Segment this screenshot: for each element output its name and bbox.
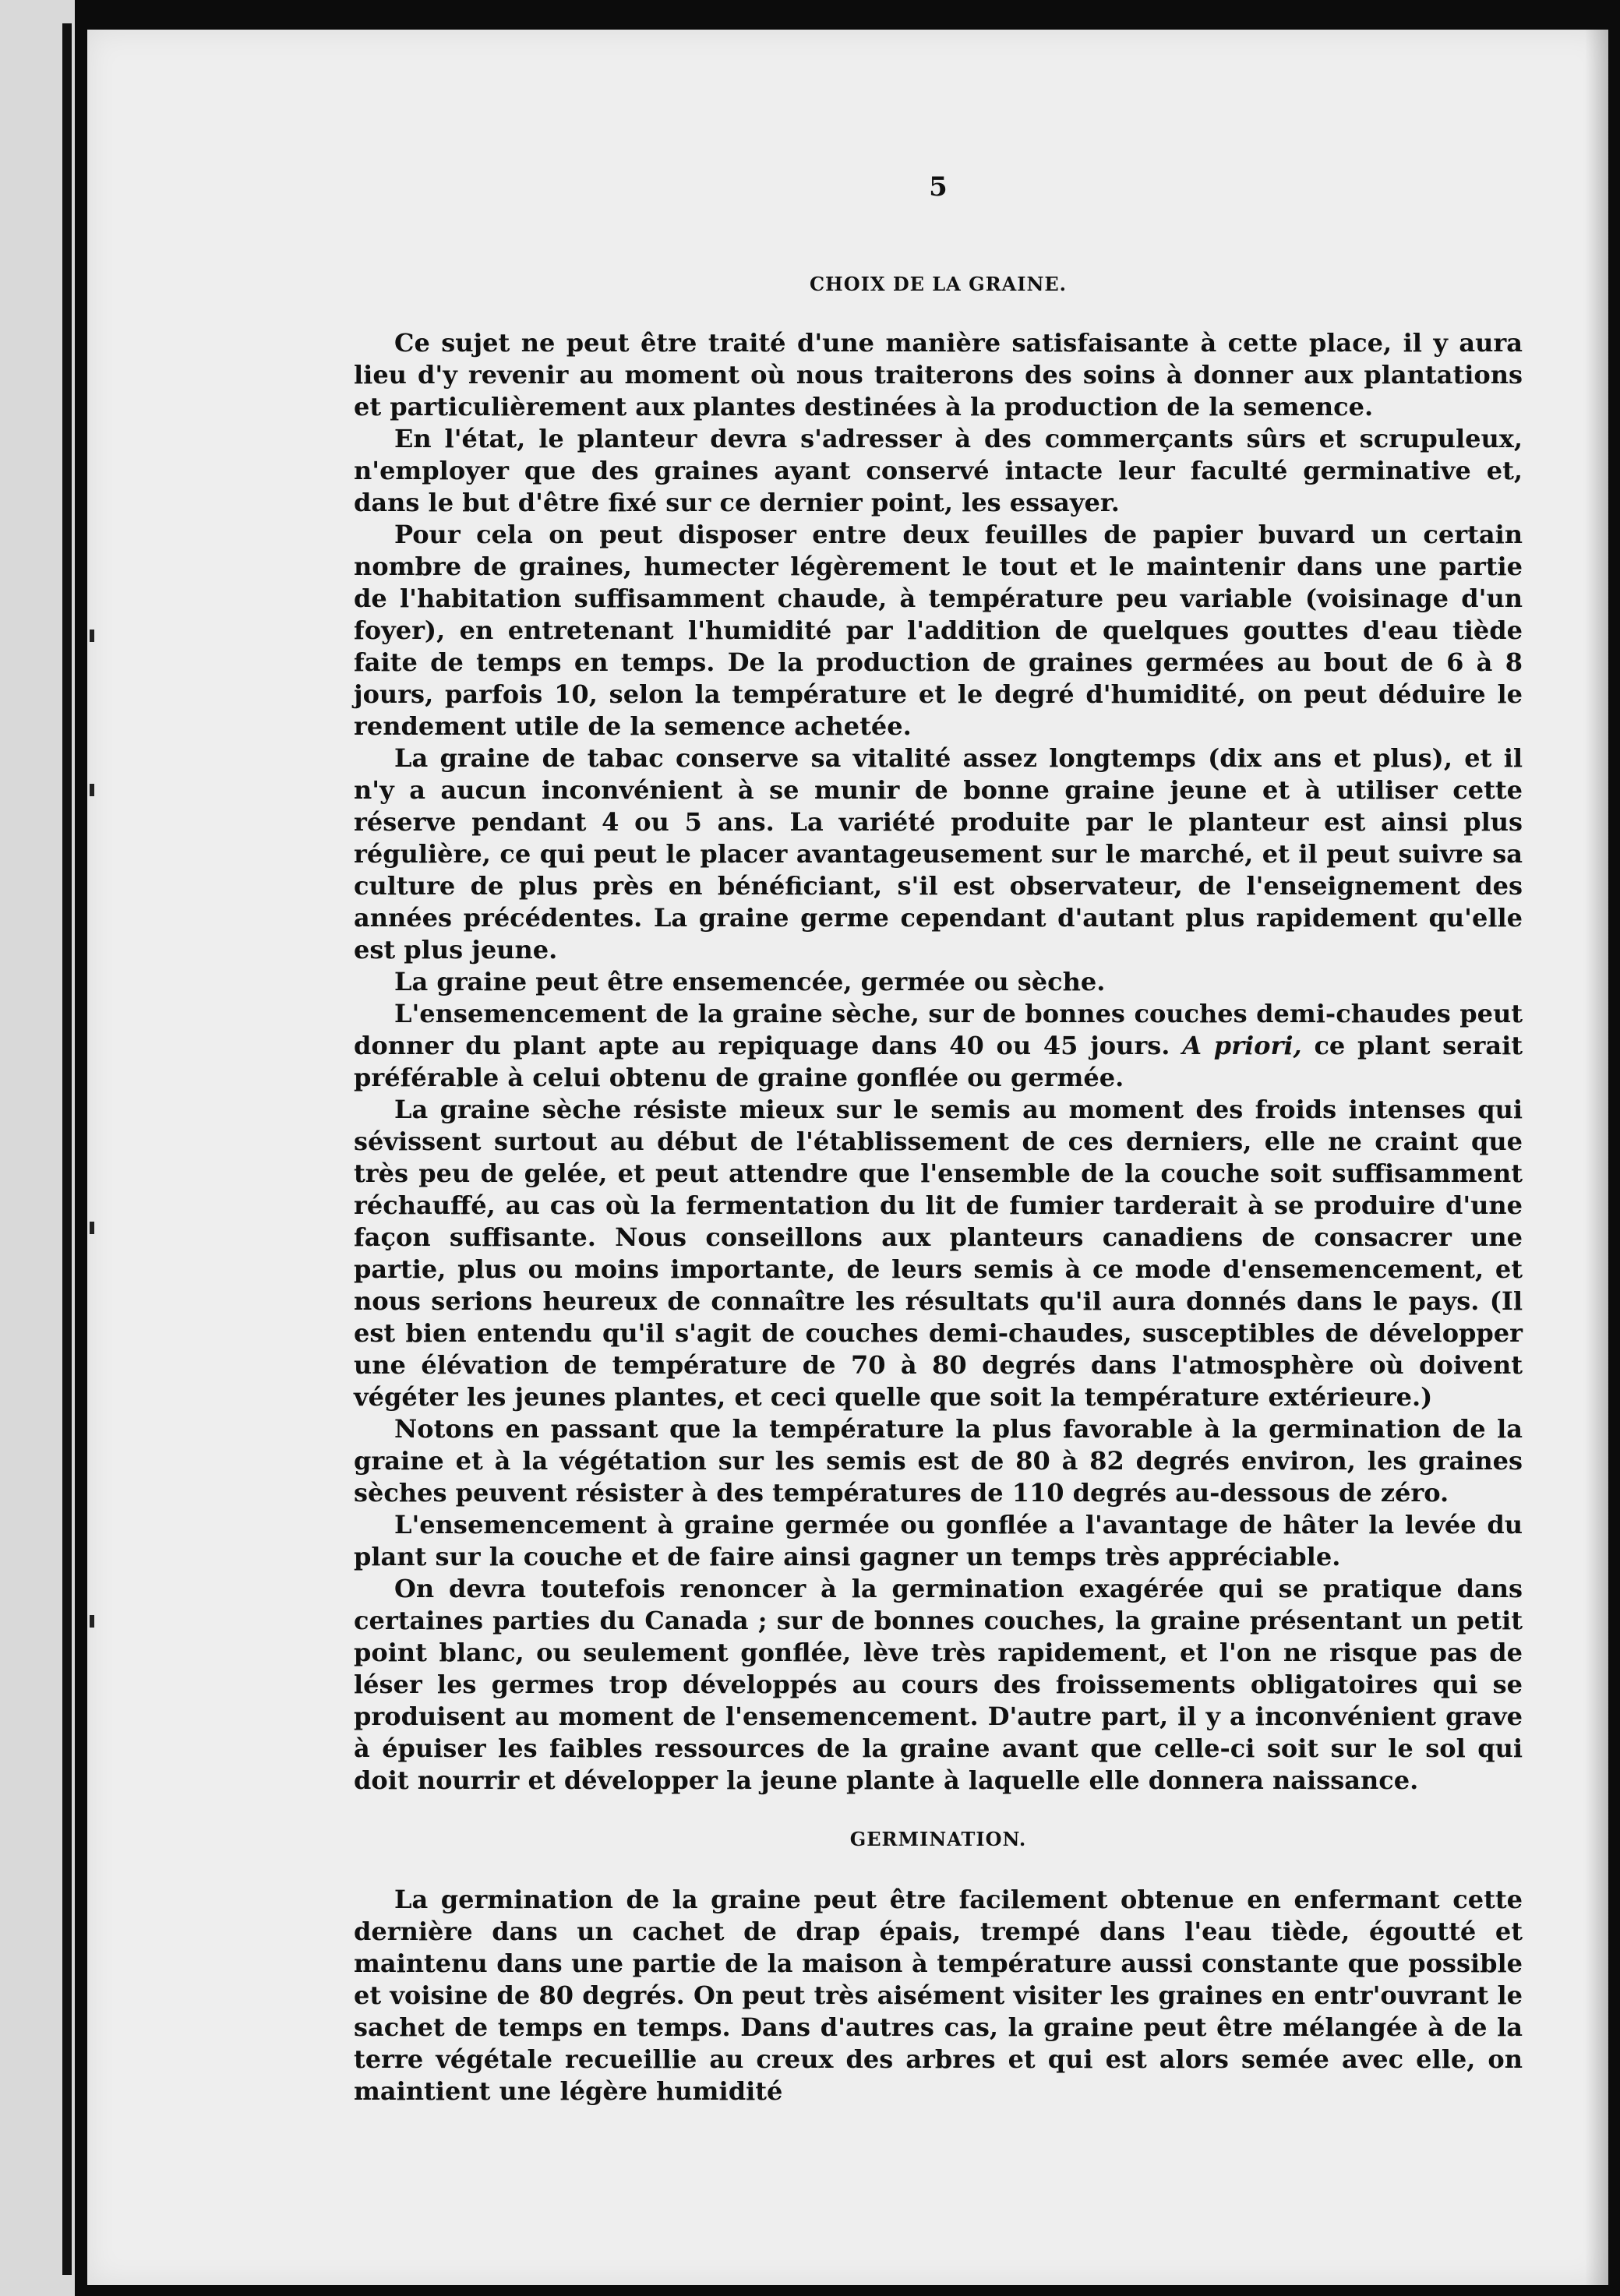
paragraph-text: L'ensemencement de la graine sèche, sur de bonnes couches demi-chaudes peut donner du plant apte au repiquage dans 40 ou 45 jours. — [354, 999, 1523, 1060]
margin-mark — [90, 630, 94, 642]
document-page — [87, 30, 1608, 2285]
page-edge-shadow — [1585, 30, 1608, 2285]
section-choix-body — [354, 327, 1523, 1797]
paragraph: On devra toutefois renoncer à la germination exagérée qui se pratique dans certaines parties du Canada ; sur de bonnes couches, la graine présentant un petit point blanc, ou seulement gonflée, lève très rapidement, et l'on ne risque pas de léser les germes trop développés au cours des froissements obligatoires qui se produisent au moment de l'ensemencement. D'autre part, il y a inconvénient grave à épuiser les faibles ressources de la graine avant que celle-ci soit sur le sol qui doit nourrir et développer la jeune plante à laquelle elle donnera naissance. — [354, 1574, 1523, 1795]
section-germination-body — [354, 1884, 1523, 2107]
page-number: 5 — [929, 171, 948, 203]
paragraph-text: ce plant serait préférable à celui obtenu de graine gonflée ou germée. — [354, 1031, 1523, 1092]
page-gutter-shadow — [62, 23, 72, 2275]
paragraph — [354, 998, 1523, 1094]
section-title-germination: GERMINATION. — [849, 1828, 1027, 1850]
section-title-choix: CHOIX DE LA GRAINE. — [809, 273, 1068, 295]
paragraph: La graine peut être ensemencée, germée ou sèche. — [394, 967, 1106, 996]
paragraph: L'ensemencement à graine germée ou gonflée a l'avantage de hâter la levée du plant sur la couche et de faire ainsi gagner un temps très appréciable. — [354, 1510, 1523, 1571]
margin-mark — [90, 1222, 94, 1234]
paragraph: En l'état, le planteur devra s'adresser à des commerçants sûrs et scrupuleux, n'employer que des graines ayant conservé intacte leur faculté germinative et, dans le but d'être fixé sur ce dernier point, les essayer. — [354, 424, 1523, 517]
paragraph: Notons en passant que la température la plus favorable à la germination de la graine et à la végétation sur les semis est de 80 à 82 degrés environ, les graines sèches peuvent résister à des températures de 110 degrés au-dessous de zéro. — [354, 1414, 1523, 1508]
paragraph: La germination de la graine peut être facilement obtenue en enfermant cette dernière dans un cachet de drap épais, trempé dans l'eau tiède, égoutté et maintenu dans une partie de la maison à température aussi constante que possible et voisine de 80 degrés. On peut très aisément visiter les graines en entr'ouvrant le sachet de temps en temps. Dans d'autres cas, la graine peut être mélangée à de la terre végétale recueillie au creux des arbres et qui est alors semée avec elle, on maintient une légère humidité — [354, 1885, 1523, 2106]
paragraph: La graine sèche résiste mieux sur le semis au moment des froids intenses qui sévissent surtout au début de l'établissement de ces derniers, elle ne craint que très peu de gelée, et peut attendre que l'ensemble de la couche soit suffisamment réchauffé, au cas où la fermentation du lit de fumier tarderait à se produire d'une façon suffisante. Nous conseillons aux planteurs canadiens de consacrer une partie, plus ou moins importante, de leurs semis à ce mode d'ensemencement, et nous serions heureux de connaître les résultats qu'il aura donnés dans le pays. (Il est bien entendu qu'il s'agit de couches demi-chaudes, susceptibles de développer une élévation de température de 70 à 80 degrés dans l'atmosphère où doivent végéter les jeunes plantes, et ceci quelle que soit la température extérieure.) — [354, 1095, 1523, 1412]
paragraph: Ce sujet ne peut être traité d'une manière satisfaisante à cette place, il y aura lieu d'y revenir au moment où nous traiterons des soins à donner aux plantations et particulièrement aux plantes destinées à la production de la semence. — [354, 328, 1523, 421]
paragraph: La graine de tabac conserve sa vitalité assez longtemps (dix ans et plus), et il n'y a aucun inconvénient à se munir de bonne graine jeune et à utiliser cette réserve pendant 4 ou 5 ans. La variété produite par le planteur est ainsi plus régulière, ce qui peut le placer avantageusement sur le marché, et il peut suivre sa culture de plus près en bénéficiant, s'il est observateur, de l'enseignement des années précédentes. La graine germe cependant d'autant plus rapidement qu'elle est plus jeune. — [354, 743, 1523, 965]
paragraph: Pour cela on peut disposer entre deux feuilles de papier buvard un certain nombre de graines, humecter légèrement le tout et le maintenir dans une partie de l'habitation suffisamment chaude, à température peu variable (voisinage d'un foyer), en entretenant l'humidité par l'addition de quelques gouttes d'eau tiède faite de temps en temps. De la production de graines germées au bout de 6 à 8 jours, parfois 10, selon la température et le degré d'humidité, on peut déduire le rendement utile de la semence achetée. — [354, 520, 1523, 741]
margin-mark — [90, 1615, 94, 1628]
italic-phrase: A priori, — [1182, 1031, 1302, 1060]
margin-mark — [90, 784, 94, 796]
